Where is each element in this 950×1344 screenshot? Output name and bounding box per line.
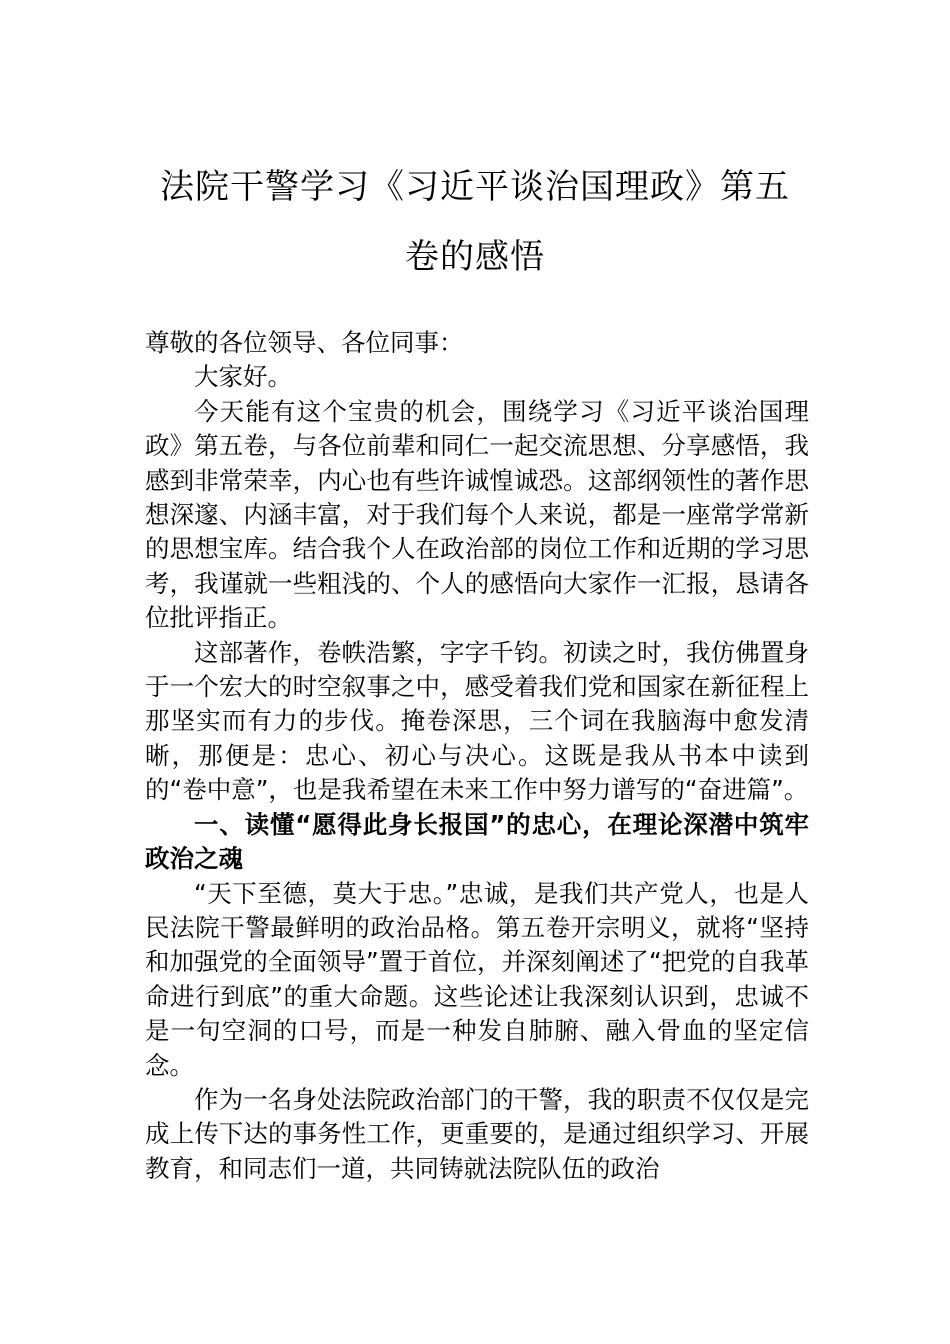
intro-paragraph: 今天能有这个宝贵的机会，围绕学习《习近平谈治国理政》第五卷，与各位前辈和同仁一起交流思想、分享感悟，我感到非常荣幸，内心也有些许诚惶诚恐。这部纲领性的著作思想深邃、内涵丰富，对于我们每个人来说，都是一座常学常新的思想宝库。结合我个人在政治部的岗位工作和近期的学习思考，我谨就一些粗浅的、个人的感悟向大家作一汇报，恳请各位批评指正。	[145, 396, 809, 633]
document-body	[145, 326, 809, 1186]
document-title-line-2: 卷的感悟	[405, 237, 545, 277]
loyalty-paragraph: “天下至德，莫大于忠。”忠诚，是我们共产党人，也是人民法院干警最鲜明的政治品格。第五卷开宗明义，就将“坚持和加强党的全面领导”置于首位，并深刻阐述了“把党的自我革命进行到底”的重大命题。这些论述让我深刻认识到，忠诚不是一句空洞的口号，而是一种发自肺腑、融入骨血的坚定信念。	[145, 878, 809, 1080]
role-paragraph: 作为一名身处法院政治部门的干警，我的职责不仅仅是完成上传下达的事务性工作，更重要的，是通过组织学习、开展教育，和同志们一道，共同铸就法院队伍的政治	[145, 1084, 809, 1183]
greeting-paragraph: 大家好。	[194, 362, 292, 392]
overview-paragraph: 这部著作，卷帙浩繁，字字千钧。初读之时，我仿佛置身于一个宏大的时空叙事之中，感受着我们党和国家在新征程上那坚实而有力的步伐。掩卷深思，三个词在我脑海中愈发清晰，那便是：忠心、初心与决心。这既是我从书本中读到的“卷中意”，也是我希望在未来工作中努力谱写的“奋进篇”。	[145, 637, 809, 805]
section-heading-1: 一、读懂“愿得此身长报国”的忠心，在理论深潜中筑牢政治之魂	[145, 809, 809, 874]
salutation: 尊敬的各位领导、各位同事：	[145, 328, 464, 357]
document-title-line-1: 法院干警学习《习近平谈治国理政》第五	[160, 167, 790, 207]
